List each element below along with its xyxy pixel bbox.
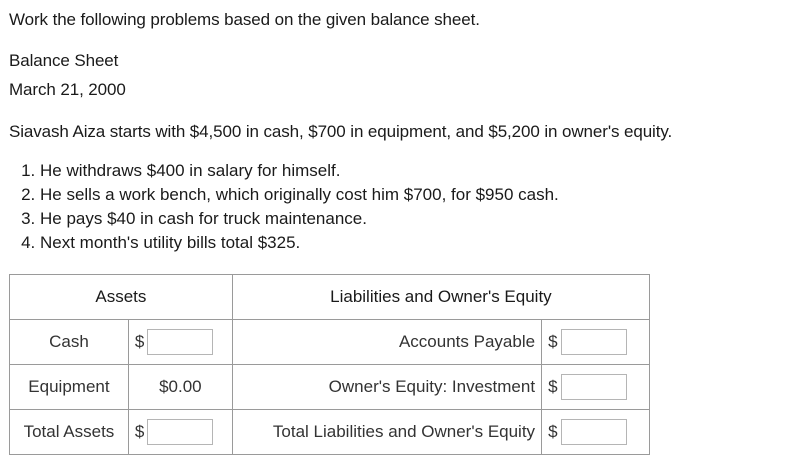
problem-item: 2. He sells a work bench, which originally cost him $700, for $950 cash. [40,183,559,207]
accounts-payable-value-cell [542,320,650,365]
problem-item: 3. He pays $40 in cash for truck maintenance. [40,207,559,231]
owners-equity-label: Owner's Equity: Investment [232,365,541,410]
balance-sheet-title: Balance Sheet [9,51,119,70]
total-assets-value-cell [128,410,232,455]
total-assets-input[interactable] [147,419,213,445]
equipment-value: $0.00 [128,365,232,410]
currency-symbol: $ [548,332,558,351]
liabilities-header: Liabilities and Owner's Equity [232,275,649,320]
currency-symbol: $ [548,377,558,396]
cash-input[interactable] [147,329,213,355]
total-liabilities-input[interactable] [561,419,627,445]
problem-item: 1. He withdraws $400 in salary for himself. [40,159,559,183]
cash-value-cell [128,320,232,365]
intro-text: Siavash Aiza starts with $4,500 in cash, $700 in equipment, and $5,200 in owner's equity. [9,122,673,141]
problem-list [0,159,559,255]
accounts-payable-label: Accounts Payable [232,320,541,365]
total-liabilities-value-cell [542,410,650,455]
accounts-payable-input[interactable] [561,329,627,355]
currency-symbol: $ [134,332,145,351]
cash-label: Cash [10,320,129,365]
problem-item: 4. Next month's utility bills total $325. [40,231,559,255]
table-header-row [10,275,650,320]
table-row [10,410,650,455]
currency-symbol: $ [134,422,145,441]
owners-equity-value-cell [542,365,650,410]
instructions-text: Work the following problems based on the given balance sheet. [9,10,480,29]
table-row [10,365,650,410]
balance-sheet-date: March 21, 2000 [9,80,126,99]
assets-header: Assets [10,275,233,320]
owners-equity-input[interactable] [561,374,627,400]
equipment-label: Equipment [10,365,129,410]
balance-sheet-table [9,274,650,455]
currency-symbol: $ [548,422,558,441]
total-assets-label: Total Assets [10,410,129,455]
table-row [10,320,650,365]
total-liabilities-label: Total Liabilities and Owner's Equity [232,410,541,455]
